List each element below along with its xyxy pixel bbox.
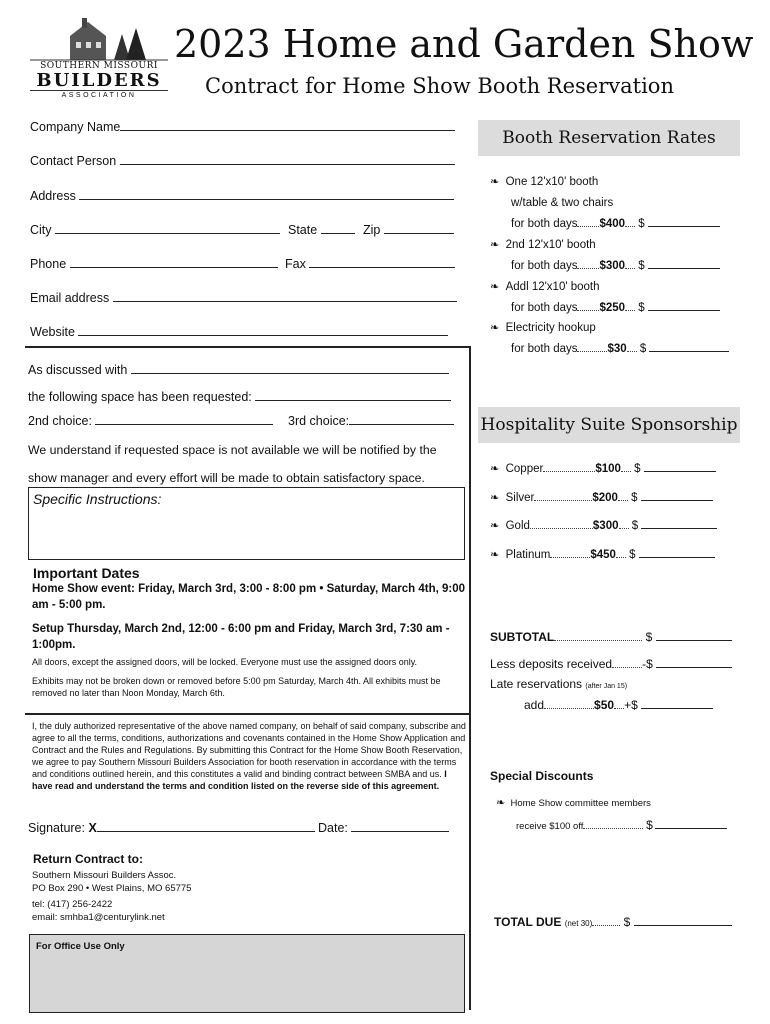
third-choice-field[interactable]: 3rd choice: bbox=[288, 413, 454, 428]
section-divider bbox=[25, 346, 471, 348]
return-tel: tel: (417) 256-2422 bbox=[32, 899, 113, 910]
column-divider bbox=[469, 346, 471, 1010]
state-field[interactable]: State bbox=[288, 222, 355, 237]
house-logo-icon bbox=[30, 14, 168, 62]
agreement-text: I, the duly authorized representative of the above named company, on behalf of said company, subscribe and agree to all the terms, conditions, authorizations and covenants contained in the Home Show Application and Contract and the Rules and Regulations. By submitting this Contract for the Home Show Booth Reservation, we agree to pay Southern Missouri Builders Association for booth reservation in accordance with the terms and conditions outlined herein, and this constitutes a valid and binding contract between SMBA and us. I have read and understand the terms and condition listed on the reverse side of this agreement. bbox=[32, 721, 466, 791]
late-add-field[interactable]: add $50 +$ bbox=[524, 697, 713, 712]
logo-line1: SOUTHERN MISSOURI bbox=[40, 61, 158, 71]
logo-line2: BUILDERS bbox=[36, 70, 162, 91]
office-use-label: For Office Use Only bbox=[36, 941, 125, 952]
return-heading: Return Contract to: bbox=[33, 852, 143, 866]
requested-space-field[interactable]: the following space has been requested: bbox=[28, 389, 451, 404]
phone-field[interactable]: Phone bbox=[30, 256, 278, 271]
email-field[interactable]: Email address bbox=[30, 290, 457, 305]
agreement-divider bbox=[25, 713, 471, 715]
hospitality-copper[interactable]: ❧ Copper $100 $ bbox=[490, 460, 716, 475]
page-title: 2023 Home and Garden Show bbox=[174, 22, 754, 66]
company-field[interactable]: Company Name bbox=[30, 119, 455, 134]
discount-committee-label: ❧ Home Show committee members bbox=[496, 797, 651, 809]
discount-committee-field[interactable]: receive $100 off $ bbox=[516, 817, 727, 832]
fax-field[interactable]: Fax bbox=[285, 256, 455, 271]
special-discounts-heading: Special Discounts bbox=[490, 769, 594, 783]
setup-dates: Setup Thursday, March 2nd, 12:00 - 6:00 pm and Friday, March 3rd, 7:30 am - 1:00pm. bbox=[32, 623, 450, 651]
return-address-1: Southern Missouri Builders Assoc. bbox=[32, 870, 177, 881]
specific-instructions-label: Specific Instructions: bbox=[33, 491, 162, 507]
hospitality-platinum[interactable]: ❧ Platinum $450 $ bbox=[490, 546, 715, 561]
contact-person-field[interactable]: Contact Person bbox=[30, 153, 455, 168]
subtotal-field[interactable]: SUBTOTAL $ bbox=[490, 629, 732, 644]
bullet-icon: ❧ bbox=[490, 520, 500, 532]
doors-note: All doors, except the assigned doors, will be locked. Everyone must use the assigned doors only. bbox=[32, 657, 418, 667]
total-due-field[interactable]: TOTAL DUE (net 30) $ bbox=[494, 914, 732, 929]
event-dates: Home Show event: Friday, March 3rd, 3:00 - 8:00 pm • Saturday, March 4th, 9:00 am - 5:00 pm. bbox=[32, 583, 466, 611]
return-email: email: smhba1@centurylink.net bbox=[32, 912, 165, 923]
specific-instructions-box[interactable] bbox=[28, 487, 465, 560]
logo-line3: ASSOCIATION bbox=[30, 90, 168, 99]
bullet-icon: ❧ bbox=[490, 322, 500, 334]
hospitality-silver[interactable]: ❧ Silver $200 $ bbox=[490, 489, 713, 504]
office-use-box bbox=[29, 934, 465, 1013]
second-choice-field[interactable]: 2nd choice: bbox=[28, 413, 273, 428]
important-dates-heading: Important Dates bbox=[33, 565, 140, 581]
booth-item-2[interactable]: ❧ 2nd 12'x10' booth for both days $300 $ bbox=[490, 235, 720, 277]
space-notice: We understand if requested space is not available we will be notified by the show manager and every effort will be made to obtain satisfactory space. bbox=[28, 443, 437, 485]
address-field[interactable]: Address bbox=[30, 188, 454, 203]
date-field[interactable]: Date: bbox=[318, 820, 449, 835]
city-field[interactable]: City bbox=[30, 222, 280, 237]
page-subtitle: Contract for Home Show Booth Reservation bbox=[205, 74, 674, 98]
deposits-field[interactable]: Less deposits received -$ bbox=[490, 656, 732, 671]
bullet-icon: ❧ bbox=[490, 239, 500, 251]
hospitality-heading: Hospitality Suite Sponsorship bbox=[478, 407, 740, 443]
bullet-icon: ❧ bbox=[490, 176, 500, 188]
logo bbox=[30, 14, 168, 100]
signature-field[interactable]: Signature: X bbox=[28, 820, 315, 835]
exhibits-note: Exhibits may not be broken down or removed before 5:00 pm Saturday, March 4th. All exhibits must be removed no later than Noon Monday, March 6th. bbox=[32, 676, 441, 698]
zip-field[interactable]: Zip bbox=[363, 222, 454, 237]
bullet-icon: ❧ bbox=[490, 492, 500, 504]
bullet-icon: ❧ bbox=[490, 463, 500, 475]
website-field[interactable]: Website bbox=[30, 324, 448, 339]
booth-item-1[interactable]: ❧ One 12'x10' booth w/table & two chairs for both days $400 $ bbox=[490, 172, 720, 235]
booth-item-4[interactable]: ❧ Electricity hookup for both days $30 $ bbox=[490, 318, 729, 360]
bullet-icon: ❧ bbox=[490, 549, 500, 561]
discussed-with-field[interactable]: As discussed with bbox=[28, 362, 449, 377]
return-address-2: PO Box 290 • West Plains, MO 65775 bbox=[32, 883, 192, 894]
booth-rates-heading: Booth Reservation Rates bbox=[478, 120, 740, 156]
bullet-icon: ❧ bbox=[490, 281, 500, 293]
hospitality-gold[interactable]: ❧ Gold $300 $ bbox=[490, 517, 717, 532]
booth-item-3[interactable]: ❧ Addl 12'x10' booth for both days $250 $ bbox=[490, 277, 720, 319]
bullet-icon: ❧ bbox=[496, 797, 506, 809]
late-reservations-label: Late reservations (after Jan 15) bbox=[490, 677, 628, 691]
